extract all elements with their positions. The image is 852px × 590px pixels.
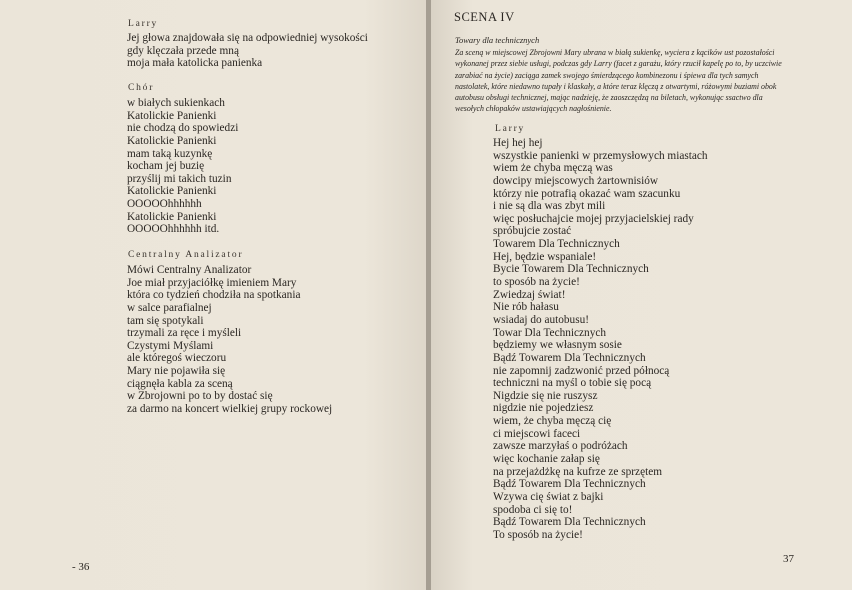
verse-line: w białych sukienkach — [127, 97, 225, 109]
verse-line: wiem że chyba męczą was — [493, 162, 613, 175]
speaker-name: Larry — [495, 124, 526, 134]
verse-line: nie zapomnij zadzwonić przed północą — [493, 364, 670, 377]
verse-line: Katolickie Panienki — [127, 210, 217, 223]
verse-line: Joe miał przyjaciółkę imieniem Mary — [127, 276, 297, 289]
verse-line: Towarem Dla Technicznych — [493, 238, 620, 251]
verse-line: którzy nie potrafią okazać wam szacunku — [493, 187, 681, 200]
verse-line: przyślij mi takich tuzin — [127, 172, 232, 185]
speaker-name: Centralny Analizator — [128, 250, 244, 260]
verse-line: na przejażdżkę na kufrze ze sprzętem — [493, 465, 663, 478]
right-page — [431, 0, 852, 590]
verse-line: więc kochanie załap się — [493, 453, 600, 466]
verse-line: to sposób na życie! — [493, 276, 580, 289]
verse-line: mam taką kuzynkę — [127, 147, 213, 160]
stage-direction — [455, 47, 791, 115]
verse-line: OOOOOhhhhhh — [127, 198, 202, 211]
verse-block — [127, 97, 238, 236]
verse-block — [127, 264, 332, 416]
verse-line: zawsze marzyłaś o podróżach — [493, 440, 628, 453]
verse-line: Czystymi Myślami — [127, 339, 214, 352]
verse-line: Katolickie Panienki — [127, 109, 217, 122]
verse-line: Bądź Towarem Dla Technicznych — [493, 516, 646, 529]
verse-line: Mary nie pojawiła się — [127, 365, 226, 378]
verse-line: moja mała katolicka panienka — [127, 57, 263, 70]
stage-direction-line: wesołych chłopaków ustawiających nagłośnienie. — [455, 104, 612, 114]
page-number: - 36 — [72, 561, 90, 573]
verse-line: tam się spotykali — [127, 314, 204, 327]
speaker-name: Chór — [128, 83, 155, 93]
stage-direction-line: zarabiać na życie) zaciąga zamek swojego śmierdzącego kombinezonu i śpiewa dla tych samych — [455, 70, 759, 80]
verse-line: wiem, że chyba męczą cię — [493, 415, 612, 428]
speaker-name: Larry — [128, 19, 159, 29]
verse-line: OOOOOhhhhhh itd. — [127, 223, 220, 236]
verse-line: Katolickie Panienki — [127, 185, 217, 198]
verse-line: gdy klęczała przede mną — [127, 44, 239, 57]
verse-line: techniczni na myśl o tobie się pocą — [493, 377, 652, 390]
verse-line: w Zbrojowni po to by dostać się — [127, 390, 273, 403]
verse-line: nigdzie nie pojedziesz — [493, 402, 594, 415]
verse-line: wszystkie panienki w przemysłowych miastach — [493, 149, 708, 162]
verse-line: nie chodzą do spowiedzi — [127, 122, 239, 135]
verse-line: Jej głowa znajdowała się na odpowiedniej wysokości — [127, 32, 368, 44]
verse-line: Zwiedzaj świat! — [493, 288, 566, 301]
stage-direction-line: wykonanej przez siebie usługi, podczas gdy Larry (facet z garażu, który rzucił kapelę po to, by uczciwie — [455, 59, 782, 69]
scene-subtitle: Towary dla technicznych — [455, 35, 540, 45]
verse-line: ale któregoś wieczoru — [127, 352, 227, 365]
verse-line: Mówi Centralny Analizator — [127, 264, 252, 276]
verse-line: więc posłuchajcie mojej przyjacielskiej rady — [493, 212, 694, 225]
verse-line: Bądź Towarem Dla Technicznych — [493, 478, 646, 491]
verse-line: To sposób na życie! — [493, 528, 583, 541]
verse-line: w salce parafialnej — [127, 301, 212, 314]
verse-line: dowcipy miejscowych żartownisiów — [493, 174, 659, 187]
verse-line: i nie są dla was zbyt mili — [493, 200, 606, 213]
scene-title: SCENA IV — [454, 10, 515, 24]
verse-line: Hej, będzie wspaniale! — [493, 250, 597, 263]
verse-line: będziemy we własnym sosie — [493, 339, 622, 352]
stage-direction-line: Za sceną w miejscowej Zbrojowni Mary ubrana w białą sukienkę, wyciera z kącików ust pozostałości — [455, 48, 775, 57]
verse-line: Towar Dla Technicznych — [493, 326, 607, 339]
verse-line: ci miejscowi faceci — [493, 427, 581, 440]
verse-line: Wzywa cię świat z bajki — [493, 490, 604, 503]
verse-line: która co tydzień chodziła na spotkania — [127, 289, 301, 302]
stage-direction-line: autobusu obsługi technicznej, mając nadzieję, że zaoszczędzą na biletach, wykonując ssactwo dla — [455, 93, 763, 103]
verse-line: Bądź Towarem Dla Technicznych — [493, 351, 646, 364]
verse-line: Nie rób hałasu — [493, 301, 559, 314]
verse-line: kocham jej buzię — [127, 160, 205, 173]
verse-line: spróbujcie zostać — [493, 225, 572, 238]
stage-direction-line: nastolatek, które niedawno tupały i klaskały, a które teraz klęczą z otwartymi, różowymi buziami obok — [455, 81, 777, 91]
verse-line: wsiadaj do autobusu! — [493, 313, 590, 326]
verse-line: Hej hej hej — [493, 137, 543, 149]
verse-line: Katolickie Panienki — [127, 134, 217, 147]
verse-block — [493, 137, 708, 542]
verse-block — [127, 32, 368, 70]
page-number: 37 — [783, 553, 794, 565]
verse-line: ciągnęła kabla za sceną — [127, 377, 233, 390]
verse-line: spodoba ci się to! — [493, 503, 573, 516]
verse-line: trzymali za ręce i myśleli — [127, 327, 242, 340]
verse-line: Bycie Towarem Dla Technicznych — [493, 263, 649, 276]
verse-line: za darmo na koncert wielkiej grupy rockowej — [127, 403, 333, 416]
verse-line: Nigdzie się nie ruszysz — [493, 389, 598, 402]
